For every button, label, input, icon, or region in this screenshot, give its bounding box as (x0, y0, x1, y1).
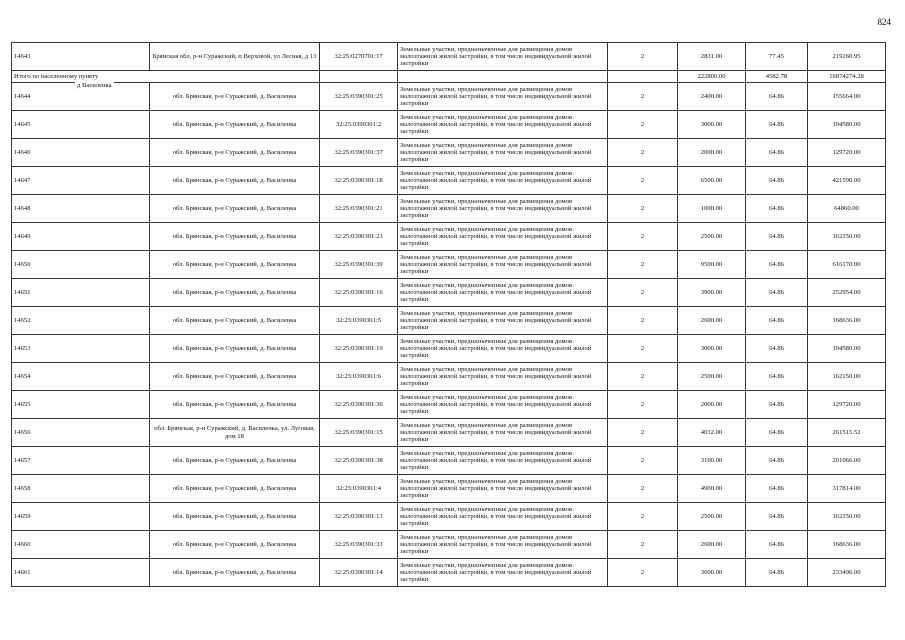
rate-cell: 64.86 (746, 447, 808, 475)
row-number: 14655 (12, 391, 150, 419)
page-number: 824 (877, 17, 891, 27)
area-cell: 9500.00 (678, 251, 746, 279)
area-cell: 2400.00 (678, 83, 746, 111)
group-cell: 2 (608, 111, 678, 139)
group-cell: 2 (608, 447, 678, 475)
land-use-cell: Земельные участки, предназначенные для размещения домов малоэтажной жилой застройки, в том числе индивидуальной жилой застройки (398, 363, 608, 391)
group-cell: 2 (608, 279, 678, 307)
table-row (12, 531, 886, 559)
table-row (12, 391, 886, 419)
table-row (12, 475, 886, 503)
land-use-cell: Земельные участки, предназначенные для размещения домов малоэтажной жилой застройки, в том числе индивидуальной жилой застройки (398, 335, 608, 363)
area-cell: 1000.00 (678, 195, 746, 223)
table-row (12, 503, 886, 531)
row-number: 14648 (12, 195, 150, 223)
rate-cell: 64.86 (746, 475, 808, 503)
locality-label: д Василенка (77, 82, 112, 89)
group-cell: 2 (608, 139, 678, 167)
address-cell: обл. Брянская, р-н Суражский, д. Василенка (150, 279, 320, 307)
rate-cell: 64.86 (746, 251, 808, 279)
empty-cell (320, 71, 398, 83)
land-use-cell: Земельные участки, предназначенные для размещения домов малоэтажной жилой застройки, в том числе индивидуальной жилой застройки (398, 223, 608, 251)
land-use-cell: Земельные участки, предназначенные для размещения домов малоэтажной жилой застройки, в том числе индивидуальной жилой застройки (398, 251, 608, 279)
area-cell: 2600.00 (678, 531, 746, 559)
land-use-cell: Земельные участки, предназначенные для размещения домов малоэтажной жилой застройки, в том числе индивидуальной жилой застройки (398, 419, 608, 447)
land-use-cell: Земельные участки, предназначенные для размещения домов малоэтажной жилой застройки, в том числе индивидуальной жилой застройки (398, 195, 608, 223)
area-cell: 2500.00 (678, 363, 746, 391)
address-cell: обл. Брянская, р-н Суражский, д. Василенка (150, 195, 320, 223)
group-cell: 2 (608, 83, 678, 111)
row-number: 14661 (12, 559, 150, 587)
subtotal-label: Итого по населенному пункту (12, 71, 320, 83)
table-body (12, 43, 886, 587)
cadastral-value-cell: 64860.00 (808, 195, 886, 223)
rate-cell: 64.86 (746, 307, 808, 335)
cadastral-number-cell: 32:25:0390301:18 (320, 167, 398, 195)
table-row (12, 139, 886, 167)
cadastral-value-cell: 129720.00 (808, 139, 886, 167)
rate-cell: 64.86 (746, 279, 808, 307)
address-cell: обл. Брянская, р-н Суражский, д. Василенка (150, 167, 320, 195)
rate-cell: 64.86 (746, 419, 808, 447)
cadastral-number-cell: 32:25:0390301:25 (320, 83, 398, 111)
group-cell: 2 (608, 503, 678, 531)
row-number: 14653 (12, 335, 150, 363)
cadastral-value-cell: 194580.00 (808, 111, 886, 139)
cadastral-value-cell: 261515.52 (808, 419, 886, 447)
cadastral-number-cell: 32:25:0270701:17 (320, 43, 398, 71)
group-cell: 2 (608, 251, 678, 279)
land-use-cell: Земельные участки, предназначенные для размещения домов малоэтажной жилой застройки, в том числе индивидуальной жилой застройки (398, 111, 608, 139)
cadastral-number-cell: 32:25:0390301:2 (320, 111, 398, 139)
cadastral-number-cell: 32:25:0390301:36 (320, 391, 398, 419)
cadastral-value-cell: 317814.00 (808, 475, 886, 503)
address-cell: обл. Брянская, р-н Суражский, д. Василенка (150, 447, 320, 475)
row-number: 14649 (12, 223, 150, 251)
row-number: 14654 (12, 363, 150, 391)
row-number: 14659 (12, 503, 150, 531)
group-cell: 2 (608, 195, 678, 223)
table-row (12, 83, 886, 111)
cadastral-value-cell: 162150.00 (808, 503, 886, 531)
area-cell: 3900.00 (678, 279, 746, 307)
group-cell: 2 (608, 391, 678, 419)
cadastral-value-cell: 252954.00 (808, 279, 886, 307)
land-use-cell: Земельные участки, предназначенные для размещения домов малоэтажной жилой застройки, в том числе индивидуальной жилой застройки (398, 475, 608, 503)
group-cell: 2 (608, 43, 678, 71)
cadastral-number-cell: 32:25:0390301:15 (320, 419, 398, 447)
table-row (12, 307, 886, 335)
cadastral-number-cell: 32:25:0390301:23 (320, 223, 398, 251)
area-cell: 6500.00 (678, 167, 746, 195)
address-cell: обл. Брянская, р-н Суражский, д. Василенка (150, 391, 320, 419)
land-use-cell: Земельные участки, предназначенные для размещения домов малоэтажной жилой застройки, в том числе индивидуальной жилой застройки (398, 167, 608, 195)
land-use-cell: Земельные участки, предназначенные для размещения домов малоэтажной жилой застройки, в том числе индивидуальной жилой застройки (398, 391, 608, 419)
rate-cell: 64.86 (746, 503, 808, 531)
cadastral-value-table (11, 42, 886, 587)
rate-cell: 64.86 (746, 167, 808, 195)
cadastral-value-cell: 129720.00 (808, 391, 886, 419)
cadastral-value-cell: 194580.00 (808, 335, 886, 363)
table-row (12, 251, 886, 279)
cadastral-value-cell: 162150.00 (808, 223, 886, 251)
row-number: 14656 (12, 419, 150, 447)
area-cell: 2000.00 (678, 391, 746, 419)
group-cell: 2 (608, 335, 678, 363)
table-row (12, 43, 886, 71)
cadastral-number-cell: 32:25:0390301:39 (320, 251, 398, 279)
cadastral-number-cell: 32:25:0390301:38 (320, 447, 398, 475)
empty-cell (398, 71, 608, 83)
row-number: 14646 (12, 139, 150, 167)
rate-cell: 64.86 (746, 111, 808, 139)
group-cell: 2 (608, 559, 678, 587)
group-cell: 2 (608, 167, 678, 195)
cadastral-number-cell: 32:25:0390301:14 (320, 559, 398, 587)
row-number: 14652 (12, 307, 150, 335)
area-cell: 2500.00 (678, 503, 746, 531)
cadastral-number-cell: 32:25:0390301:13 (320, 503, 398, 531)
table-row (12, 167, 886, 195)
table-row (12, 195, 886, 223)
rate-cell: 64.86 (746, 139, 808, 167)
land-use-cell: Земельные участки, предназначенные для размещения домов малоэтажной жилой застройки, в том числе индивидуальной жилой застройки (398, 307, 608, 335)
land-use-cell: Земельные участки, предназначенные для размещения домов малоэтажной жилой застройки, в том числе индивидуальной жилой застройки (398, 447, 608, 475)
address-cell: обл. Брянская, р-н Суражский, д. Василенка (150, 139, 320, 167)
address-cell: обл. Брянская, р-н Суражский, д. Василенка (150, 83, 320, 111)
rate-cell: 64.86 (746, 195, 808, 223)
table-row (12, 419, 886, 447)
cadastral-number-cell: 32:25:0390301:37 (320, 139, 398, 167)
row-number: 14651 (12, 279, 150, 307)
group-cell: 2 (608, 307, 678, 335)
cadastral-value-cell: 616170.00 (808, 251, 886, 279)
rate-cell: 64.86 (746, 391, 808, 419)
land-use-cell: Земельные участки, предназначенные для размещения домов малоэтажной жилой застройки, в том числе индивидуальной жилой застройки (398, 83, 608, 111)
land-use-cell: Земельные участки, предназначенные для размещения домов малоэтажной жилой застройки, в том числе индивидуальной жилой застройки (398, 279, 608, 307)
address-cell: обл. Брянская, р-н Суражский, д. Василенка (150, 111, 320, 139)
row-number: 14657 (12, 447, 150, 475)
cadastral-value-cell: 168636.00 (808, 531, 886, 559)
cadastral-value-cell: 421590.00 (808, 167, 886, 195)
land-use-cell: Земельные участки, предназначенные для размещения домов малоэтажной жилой застройки, в том числе индивидуальной жилой застройки (398, 531, 608, 559)
address-cell: Брянская обл, р-н Суражский, п Верховой, ул Лесная, д 13 (150, 43, 320, 71)
land-use-cell: Земельные участки, предназначенные для размещения домов малоэтажной жилой застройки, в том числе индивидуальной жилой застройки (398, 139, 608, 167)
cadastral-value-cell: 233496.00 (808, 559, 886, 587)
cadastral-number-cell: 32:25:0390301:5 (320, 307, 398, 335)
address-cell: обл. Брянская, р-н Суражский, д. Василенка (150, 251, 320, 279)
subtotal-rate: 4582.78 (746, 71, 808, 83)
row-number: 14643 (12, 43, 150, 71)
row-number: 14658 (12, 475, 150, 503)
row-number: 14650 (12, 251, 150, 279)
address-cell: обл. Брянская, р-н Суражский, д. Василенка (150, 363, 320, 391)
subtotal-area: 222800.00 (678, 71, 746, 83)
table-row (12, 363, 886, 391)
land-use-cell: Земельные участки, предназначенные для размещения домов малоэтажной жилой застройки, в том числе индивидуальной жилой застройки (398, 503, 608, 531)
rate-cell: 64.86 (746, 363, 808, 391)
area-cell: 4032.00 (678, 419, 746, 447)
area-cell: 2000.00 (678, 139, 746, 167)
row-number: 14645 (12, 111, 150, 139)
group-cell: 2 (608, 419, 678, 447)
cadastral-number-cell: 32:25:0390301:19 (320, 335, 398, 363)
area-cell: 3000.00 (678, 335, 746, 363)
cadastral-value-cell: 219260.95 (808, 43, 886, 71)
empty-cell (608, 71, 678, 83)
address-cell: обл. Брянская, р-н Суражский, д. Василенка (150, 335, 320, 363)
rate-cell: 64.86 (746, 223, 808, 251)
cadastral-value-cell: 168636.00 (808, 307, 886, 335)
rate-cell: 64.86 (746, 531, 808, 559)
land-use-cell: Земельные участки, предназначенные для размещения домов малоэтажной жилой застройки, в том числе индивидуальной жилой застройки (398, 559, 608, 587)
cadastral-value-cell: 155664.00 (808, 83, 886, 111)
area-cell: 2831.00 (678, 43, 746, 71)
group-cell: 2 (608, 531, 678, 559)
land-use-cell: Земельные участки, предназначенные для размещения домов малоэтажной жилой застройки, в том числе индивидуальной жилой застройки (398, 43, 608, 71)
table-row (12, 223, 886, 251)
area-cell: 4900.00 (678, 475, 746, 503)
cadastral-value-cell: 162150.00 (808, 363, 886, 391)
cadastral-number-cell: 32:25:0390301:21 (320, 195, 398, 223)
group-cell: 2 (608, 475, 678, 503)
rate-cell: 64.86 (746, 335, 808, 363)
rate-cell: 64.86 (746, 559, 808, 587)
area-cell: 2500.00 (678, 223, 746, 251)
cadastral-number-cell: 32:25:0390301:4 (320, 475, 398, 503)
area-cell: 2600.00 (678, 307, 746, 335)
subtotal-value: 16874274.28 (808, 71, 886, 83)
row-number: 14647 (12, 167, 150, 195)
table-row (12, 279, 886, 307)
address-cell: обл. Брянская, р-н Суражский, д. Василенка (150, 531, 320, 559)
address-cell: обл. Брянская, р-н Суражский, д. Василенка (150, 307, 320, 335)
address-cell: обл. Брянская, р-н Суражский, д. Василенка (150, 475, 320, 503)
address-cell: обл. Брянская, р-н Суражский, д. Василенка, ул. Луговая, дом 18 (150, 419, 320, 447)
area-cell: 3600.00 (678, 559, 746, 587)
area-cell: 3100.00 (678, 447, 746, 475)
table-row (12, 559, 886, 587)
address-cell: обл. Брянская, р-н Суражский, д. Василенка (150, 503, 320, 531)
row-number: 14644 (12, 83, 150, 111)
cadastral-number-cell: 32:25:0390301:33 (320, 531, 398, 559)
area-cell: 3000.00 (678, 111, 746, 139)
cadastral-number-cell: 32:25:0390301:6 (320, 363, 398, 391)
cadastral-number-cell: 32:25:0390301:16 (320, 279, 398, 307)
address-cell: обл. Брянская, р-н Суражский, д. Василенка (150, 559, 320, 587)
rate-cell: 64.86 (746, 83, 808, 111)
row-number: 14660 (12, 531, 150, 559)
group-cell: 2 (608, 363, 678, 391)
group-cell: 2 (608, 223, 678, 251)
table-row (12, 111, 886, 139)
rate-cell: 77.45 (746, 43, 808, 71)
address-cell: обл. Брянская, р-н Суражский, д. Василенка (150, 223, 320, 251)
table-row (12, 335, 886, 363)
subtotal-row (12, 71, 886, 83)
table-row (12, 447, 886, 475)
cadastral-value-cell: 201066.00 (808, 447, 886, 475)
